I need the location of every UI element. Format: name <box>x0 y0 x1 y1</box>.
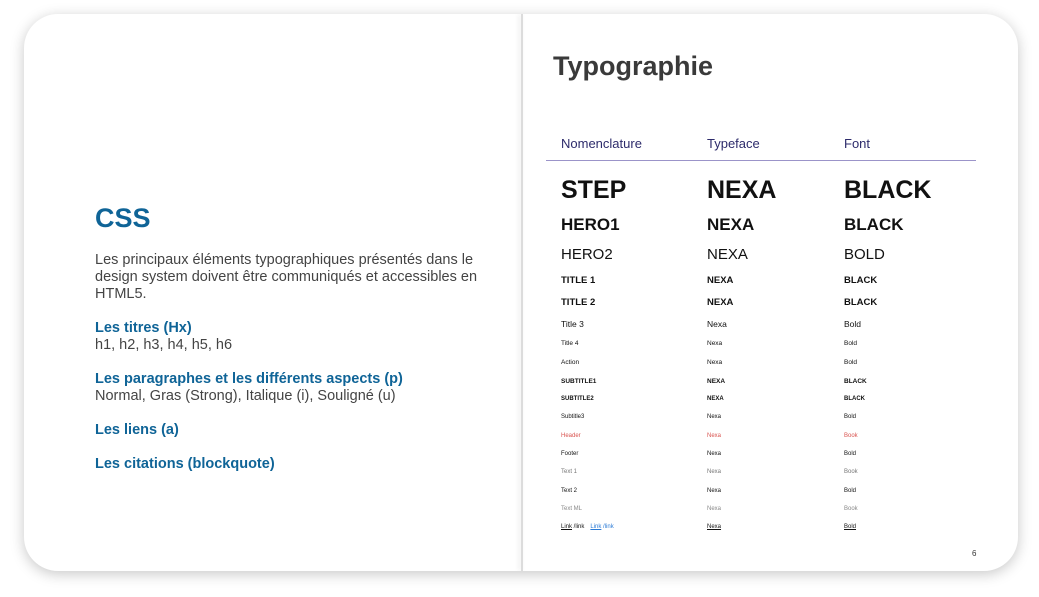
cell-font: Bold <box>844 340 858 347</box>
table-row <box>546 412 976 422</box>
cell-font: Bold <box>844 524 857 530</box>
table-row <box>546 377 976 387</box>
cell-typeface: Nexa <box>707 469 722 475</box>
cell-name: STEP <box>561 176 627 204</box>
cell-typeface: Nexa <box>707 414 722 420</box>
cell-name: Action <box>561 359 580 366</box>
document-spread <box>24 14 1018 571</box>
cell-typeface: NEXA <box>707 378 726 385</box>
cell-name: Footer <box>561 451 579 457</box>
section-title: Les titres (Hx) <box>95 320 192 336</box>
cell-font: Bold <box>844 414 857 420</box>
table-row <box>546 214 976 236</box>
cell-font: BLACK <box>844 215 904 234</box>
cell-font: Bold <box>844 488 857 494</box>
section-links <box>95 422 485 439</box>
typography-table <box>546 136 976 530</box>
cell-typeface: Nexa <box>707 506 722 512</box>
cell-name: Title 3 <box>561 319 584 329</box>
cell-font: BLACK <box>844 275 878 286</box>
cell-name: Text 2 <box>561 488 578 494</box>
table-row <box>546 274 976 288</box>
table-row <box>546 449 976 459</box>
section-body: Normal, Gras (Strong), Italique (i), Souligné (u) <box>95 388 396 404</box>
section-title: Les liens (a) <box>95 422 179 438</box>
table-row <box>546 394 976 404</box>
link-sample: Link <box>590 524 602 530</box>
table-row <box>546 245 976 265</box>
cell-typeface: NEXA <box>707 396 724 402</box>
table-row <box>546 486 976 496</box>
cell-name: Subtitle3 <box>561 414 585 420</box>
section-titles <box>95 320 485 354</box>
cell-name: TITLE 2 <box>561 297 596 308</box>
cell-name: Header <box>561 433 581 439</box>
cell-font: Bold <box>844 451 857 457</box>
cell-typeface: Nexa <box>707 488 722 494</box>
cell-font: Bold <box>844 319 862 329</box>
link-sample: Link <box>561 524 573 530</box>
cell-typeface: Nexa <box>707 524 722 530</box>
table-row <box>546 504 976 514</box>
cell-font: BLACK <box>844 297 878 308</box>
section-title: Les citations (blockquote) <box>95 456 275 472</box>
cell-name: HERO2 <box>561 246 613 263</box>
table-row <box>546 358 976 368</box>
link-sample: /link <box>572 524 585 530</box>
cell-font: Book <box>844 469 858 475</box>
cell-font: Book <box>844 433 858 439</box>
table-row <box>546 174 976 206</box>
header-nomenclature: Nomenclature <box>561 136 642 151</box>
cell-name: TITLE 1 <box>561 275 596 286</box>
table-row <box>546 522 976 532</box>
cell-typeface: NEXA <box>707 215 755 234</box>
cell-typeface: Nexa <box>707 340 723 347</box>
table-row <box>546 467 976 477</box>
table-row <box>546 431 976 441</box>
table-row <box>546 318 976 330</box>
cell-name <box>561 522 614 532</box>
cell-font: BLACK <box>844 378 867 385</box>
cell-typeface: Nexa <box>707 451 722 457</box>
intro-paragraph: Les principaux éléments typographiques présentés dans le design system doivent être communiqués et accessibles en HTML5. <box>95 252 478 302</box>
cell-font: BOLD <box>844 246 885 263</box>
table-row <box>546 339 976 349</box>
cell-typeface: NEXA <box>707 275 734 286</box>
cell-name: Title 4 <box>561 340 579 347</box>
cell-name: HERO1 <box>561 215 620 234</box>
page-divider <box>521 14 523 571</box>
cell-name: SUBTITLE2 <box>561 396 594 402</box>
table-header <box>546 136 976 161</box>
cell-font: Book <box>844 506 858 512</box>
cell-name: SUBTITLE1 <box>561 378 597 385</box>
cell-name: Text ML <box>561 506 583 512</box>
left-page <box>95 202 485 490</box>
section-body: h1, h2, h3, h4, h5, h6 <box>95 337 233 353</box>
header-typeface: Typeface <box>707 136 760 151</box>
cell-typeface: NEXA <box>707 297 734 308</box>
cell-typeface: Nexa <box>707 433 722 439</box>
cell-typeface: Nexa <box>707 359 723 366</box>
cell-font: BLACK <box>844 396 865 402</box>
header-font: Font <box>844 136 871 151</box>
css-heading: CSS <box>95 203 151 233</box>
cell-font: Bold <box>844 359 858 366</box>
section-quotes <box>95 456 485 473</box>
page-title: Typographie <box>553 51 714 81</box>
link-sample: /link <box>601 524 614 530</box>
page-number: 6 <box>972 549 977 558</box>
cell-font: BLACK <box>844 176 932 204</box>
cell-typeface: NEXA <box>707 246 748 263</box>
cell-typeface: NEXA <box>707 176 777 204</box>
cell-typeface: Nexa <box>707 319 727 329</box>
section-title: Les paragraphes et les différents aspects (p) <box>95 371 403 387</box>
cell-name: Text 1 <box>561 469 578 475</box>
section-paragraphs <box>95 371 485 405</box>
table-row <box>546 296 976 310</box>
